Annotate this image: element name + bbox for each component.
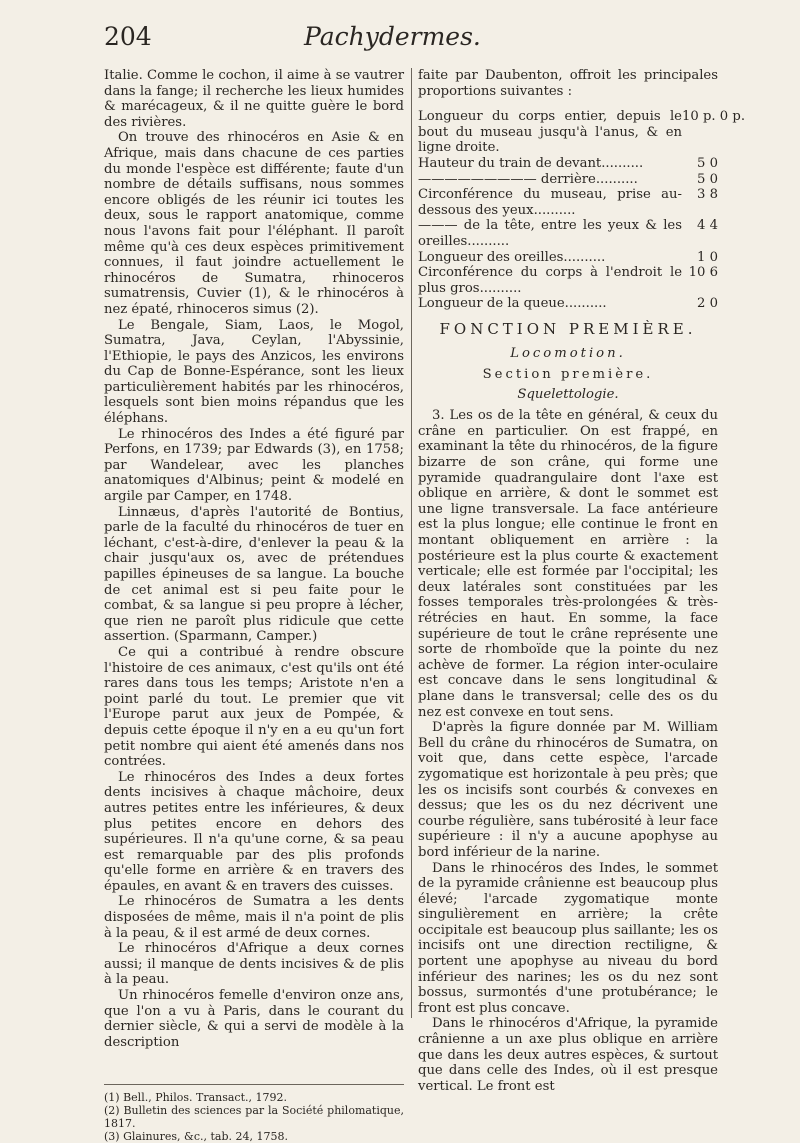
- measurement-value: 10 p. 0 p.: [682, 109, 746, 125]
- paragraph: faite par Daubenton, offroit les principales proportions suivantes :: [418, 68, 718, 99]
- measurement-label: Longueur de la queue..........: [418, 296, 607, 312]
- paragraph: Le Bengale, Siam, Laos, le Mogol, Sumatra, Java, Ceylan, l'Abyssinie, l'Ethiopie, le pays des Anzicos, les environs du Cap de Bonne-Espérance, sont les lieux particulièrement habités par les rhinocéros, lesquels sont bien moins répandus que les éléphans.: [104, 317, 404, 427]
- measurement-value: 5 0: [697, 171, 718, 187]
- footnote: (1) Bell., Philos. Transact., 1792.: [104, 1091, 287, 1105]
- measurement-row: [418, 172, 718, 188]
- measurement-row: [418, 218, 718, 249]
- paragraph: Italie. Comme le cochon, il aime à se vautrer dans la fange; il recherche les lieux humides & marécageux, & il ne quitte guère le bord des rivières.: [104, 68, 404, 130]
- paragraph: D'après la figure donnée par M. William Bell du crâne du rhinocéros de Sumatra, on voit que, dans cette espèce, l'arcade zygomatique est horizontale à peu près; que les os incisifs sont courbés & convexes en dessus; que les os du nez décrivent une courbe régulière, sans tubérosité à leur face supérieure : il n'y a aucune apophyse au bord inférieur de la narine.: [418, 720, 718, 860]
- subheading: Locomotion.: [510, 345, 626, 361]
- subsection-heading: Squelettologie.: [517, 386, 619, 402]
- measurement-label: ————————— derrière..........: [418, 171, 638, 187]
- paragraph: Dans le rhinocéros d'Afrique, la pyramide crânienne a un axe plus oblique en arrière que dans les deux autres espèces, & surtout que dans celle des Indes, où il est presque vertical. Le front est: [418, 1016, 718, 1094]
- right-column: [418, 68, 746, 1094]
- function-heading: FONCTION PREMIÈRE.: [439, 319, 697, 338]
- measurement-row: [418, 265, 718, 296]
- footnote: (3) Glainures, &c., tab. 24, 1758.: [104, 1130, 288, 1143]
- measurement-row: [418, 296, 718, 312]
- page-header: [104, 22, 694, 62]
- left-column: [104, 68, 404, 1143]
- measurement-label: Longueur des oreilles..........: [418, 249, 606, 265]
- measurement-value: 3 8: [697, 187, 718, 203]
- measurement-label: Circonférence du corps à l'endroit le plus gros..........: [418, 265, 682, 296]
- measurement-label: Hauteur du train de devant..........: [418, 155, 644, 171]
- paragraph: Le rhinocéros des Indes a deux fortes dents incisives à chaque mâchoire, deux autres petites entre les inférieures, & deux plus petites encore en dehors des supérieures. Il n'a qu'une corne, & sa peau est remarquable par des plis profonds qu'elle forme en arrière & en travers des épaules, en avant & en travers des cuisses.: [104, 769, 404, 894]
- footnote: (2) Bulletin des sciences par la Société philomatique, 1817.: [104, 1104, 404, 1131]
- measurement-label: Longueur du corps entier, depuis le bout du museau jusqu'à l'anus, & en ligne droite.: [418, 109, 682, 156]
- paragraph: Un rhinocéros femelle d'environ onze ans, que l'on a vu à Paris, dans le courant du dernier siècle, & qui a servi de modèle à la description: [104, 988, 404, 1050]
- measurement-label: Circonférence du museau, prise au-dessous des yeux..........: [418, 187, 682, 218]
- footnote-divider: [104, 1084, 404, 1085]
- paragraph: Le rhinocéros des Indes a été figuré par Perfons, en 1739; par Edwards (3), en 1758; par Wandelear, avec les planches anatomiques d'Albinus; peint & modelé en argile par Camper, en 1748.: [104, 426, 404, 505]
- section-heading: Section première.: [482, 367, 654, 383]
- measurement-row: [418, 156, 718, 172]
- measurement-value: 10 6: [688, 265, 718, 281]
- paragraph: Le rhinocéros de Sumatra a les dents disposées de même, mais il n'a point de plis à la peau, & il est armé de deux cornes.: [104, 894, 404, 941]
- column-divider: [411, 68, 412, 1018]
- paragraph: Dans le rhinocéros des Indes, le sommet de la pyramide crânienne est beaucoup plus élevé; l'arcade zygomatique monte singulièrement en arrière; la crête occipitale est beaucoup plus saillante; les os incisifs ont une direction rectiligne, & portent une apophyse au niveau du bord inférieur des narines; les os du nez sont bossus, surmontés d'une protubérance; le front est plus concave.: [418, 860, 718, 1016]
- measurement-row: [418, 250, 718, 266]
- measurement-label: ——— de la tête, entre les yeux & les oreilles..........: [418, 218, 682, 249]
- paragraph: Ce qui a contribué à rendre obscure l'histoire de ces animaux, c'est qu'ils ont été rares dans tous les temps; Aristote n'en a point parlé du tout. Le premier que vit l'Europe parut aux jeux de Pompée, & depuis cette époque il n'y en a eu qu'un fort petit nombre qui aient été amenés dans nos contrées.: [104, 644, 404, 770]
- measurement-table: [418, 109, 746, 312]
- paragraph: 3. Les os de la tête en général, & ceux du crâne en particulier. On est frappé, en examinant la tête du rhinocéros, de la figure bizarre de son crâne, qui forme une pyramide quadrangulaire dont l'axe est oblique en arrière, & dont le sommet est une ligne transversale. La face antérieure est la plus longue; elle continue le front en montant obliquement en arrière : la postérieure est la plus courte & exactement verticale; elle est formée par l'occipital; les deux latérales sont constituées par les fosses temporales très-prolongées & très-rétrécies en haut. En somme, la face supérieure de tout le crâne représente une sorte de rhomboïde que la pointe du nez achève de former. La région inter-oculaire est concave dans le sens longitudinal & plane dans le transversal; celle des os du nez est convexe en tout sens.: [418, 408, 718, 720]
- measurement-value: 1 0: [697, 249, 718, 265]
- paragraph: Linnæus, d'après l'autorité de Bontius, parle de la faculté du rhinocéros de tuer en léchant, c'est-à-dire, d'enlever la peau & la chair jusqu'aux os, avec de prétendues papilles épineuses de sa langue. La bouche de cet animal est si peu faite pour le combat, & sa langue si peu propre à lécher, que rien ne paroît plus ridicule que cette assertion. (Sparmann, Camper.): [104, 504, 404, 645]
- measurement-row: [418, 187, 718, 218]
- paragraph: Le rhinocéros d'Afrique a deux cornes aussi; il manque de dents incisives & de plis à la peau.: [104, 941, 404, 988]
- measurement-row: [418, 109, 746, 156]
- page-number: 204: [104, 22, 152, 51]
- measurement-value: 5 0: [697, 155, 718, 171]
- running-title: Pachydermes.: [304, 22, 481, 51]
- paragraph: On trouve des rhinocéros en Asie & en Afrique, mais dans chacune de ces parties du monde l'espèce est différente; faute d'un nombre de détails suffisans, nous sommes encore obligés de les réunir ici toutes les deux, sous le rapport anatomique, comme nous l'avons fait pour l'éléphant. Il paroît même qu'à ces deux espèces primitivement connues, il faut joindre actuellement le rhinocéros de Sumatra, rhinoceros sumatrensis, Cuvier (1), & le rhinocéros à nez épaté, rhinoceros simus (2).: [104, 130, 404, 317]
- measurement-value: 2 0: [697, 296, 718, 312]
- measurement-value: 4 4: [697, 218, 718, 234]
